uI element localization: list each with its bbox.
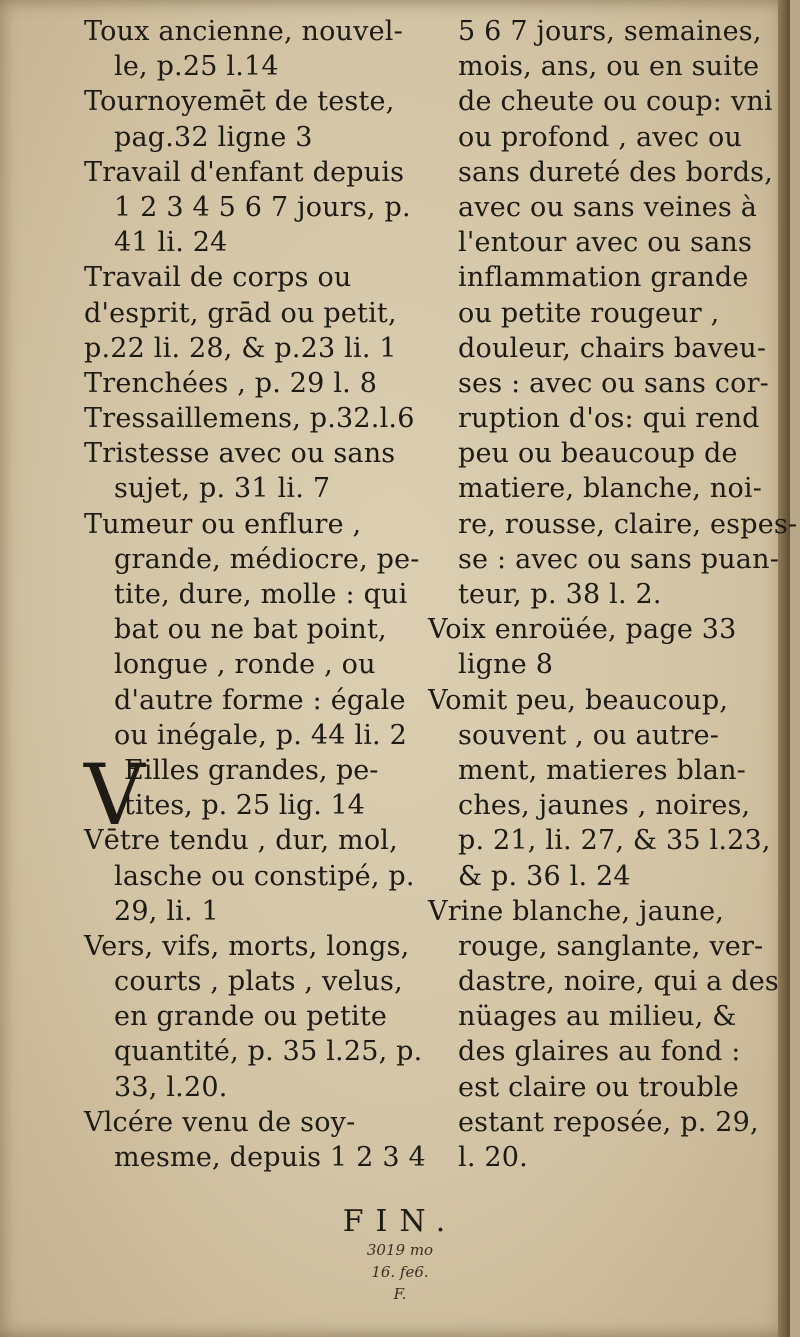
index-line: lasche ou constipé, p. <box>114 860 415 892</box>
handwritten-note: 3019 mo <box>366 1241 434 1259</box>
index-line: Tristesse avec ou sans <box>84 438 396 470</box>
index-line: Vlcére venu de soy- <box>84 1106 356 1138</box>
index-line: ou inégale, p. 44 li. 2 <box>114 719 407 751</box>
index-line: avec ou sans veines à <box>458 191 758 223</box>
index-line: mesme, depuis 1 2 3 4 <box>114 1142 426 1174</box>
index-line: inflammation grande <box>458 262 749 294</box>
index-line: 33, l.20. <box>114 1071 228 1103</box>
index-line: sans dureté des bords, <box>458 156 774 188</box>
index-line: matiere, blanche, noi- <box>458 473 763 505</box>
index-line: nüages au milieu, & <box>458 1001 737 1033</box>
index-line: ruption d'os: qui rend <box>458 403 760 435</box>
index-line: ou profond , avec ou <box>458 121 743 153</box>
index-line: longue , ronde , ou <box>114 649 376 681</box>
index-line: sujet, p. 31 li. 7 <box>114 473 331 505</box>
index-line: mois, ans, ou en suite <box>458 51 760 83</box>
index-line: p.22 li. 28, & p.23 li. 1 <box>84 332 397 364</box>
index-line: estant reposée, p. 29, <box>458 1106 759 1138</box>
page-edge <box>778 0 790 1337</box>
index-line: ou petite rougeur , <box>458 297 720 329</box>
index-line: 41 li. 24 <box>114 227 228 259</box>
index-line: des glaires au fond : <box>458 1036 741 1068</box>
index-line: ses : avec ou sans cor- <box>458 367 769 399</box>
index-line: re, rousse, claire, espes- <box>458 508 798 540</box>
index-line: en grande ou petite <box>114 1001 388 1033</box>
index-line: Travail de corps ou <box>84 262 352 294</box>
index-line: est claire ou trouble <box>458 1071 739 1103</box>
index-line: l'entour avec ou sans <box>458 227 753 259</box>
index-line: ment, matieres blan- <box>458 754 747 786</box>
index-line: 1 2 3 4 5 6 7 jours, p. <box>114 191 411 223</box>
index-line: quantité, p. 35 l.25, p. <box>114 1036 423 1068</box>
index-line: d'esprit, grād ou petit, <box>84 297 397 329</box>
index-line: bat ou ne bat point, <box>114 614 387 646</box>
drop-cap-letter: V <box>84 745 145 844</box>
index-line: 5 6 7 jours, semaines, <box>458 16 762 47</box>
index-line: Tressaillemens, p.32.l.6 <box>84 403 415 435</box>
index-line: peu ou beaucoup de <box>458 438 738 470</box>
index-line: ches, jaunes , noires, <box>458 790 751 822</box>
index-line: Travail d'enfant depuis <box>84 156 405 188</box>
index-line: douleur, chairs baveu- <box>458 332 767 364</box>
handwritten-note: F. <box>393 1285 407 1303</box>
index-line: rouge, sanglante, ver- <box>458 930 764 962</box>
index-line: de cheute ou coup: vni <box>458 86 773 118</box>
index-line: Eilles grandes, pe- <box>124 754 379 786</box>
index-line: courts , plats , velus, <box>114 966 403 998</box>
index-column-left <box>84 14 426 1175</box>
index-line: tite, dure, molle : qui <box>114 579 408 610</box>
index-line: le, p.25 l.14 <box>114 51 279 83</box>
index-line: Toux ancienne, nouvel- <box>84 16 403 47</box>
index-line: d'autre forme : égale <box>114 684 406 716</box>
fin-label: FIN. <box>342 1204 458 1239</box>
handwritten-note: 16. fe6. <box>371 1263 429 1281</box>
index-line: se : avec ou sans puan- <box>458 543 780 575</box>
index-line: Tournoyemēt de teste, <box>84 86 395 118</box>
index-line: l. 20. <box>458 1142 528 1173</box>
page-footer <box>0 1204 800 1305</box>
index-line: pag.32 ligne 3 <box>114 121 313 153</box>
index-line: grande, médiocre, pe- <box>114 543 420 575</box>
index-line: teur, p. 38 l. 2. <box>458 579 662 610</box>
index-line: Vers, vifs, morts, longs, <box>84 930 410 962</box>
index-line: Tumeur ou enflure , <box>84 508 362 540</box>
index-line: tites, p. 25 lig. 14 <box>124 790 365 822</box>
index-line: Vētre tendu , dur, mol, <box>84 825 398 857</box>
index-line: ligne 8 <box>458 649 554 681</box>
index-line: p. 21, li. 27, & 35 l.23, <box>458 825 771 857</box>
index-line: Vomit peu, beaucoup, <box>428 684 729 716</box>
index-line: Voix enroüée, page 33 <box>428 614 737 646</box>
index-line: Trenchées , p. 29 l. 8 <box>84 367 378 399</box>
index-line: Vrine blanche, jaune, <box>428 895 725 927</box>
index-line: dastre, noire, qui a des <box>458 966 779 998</box>
index-column-right <box>428 14 798 1175</box>
index-line: souvent , ou autre- <box>458 719 720 751</box>
index-line: & p. 36 l. 24 <box>458 860 631 892</box>
index-line: 29, li. 1 <box>114 895 219 927</box>
